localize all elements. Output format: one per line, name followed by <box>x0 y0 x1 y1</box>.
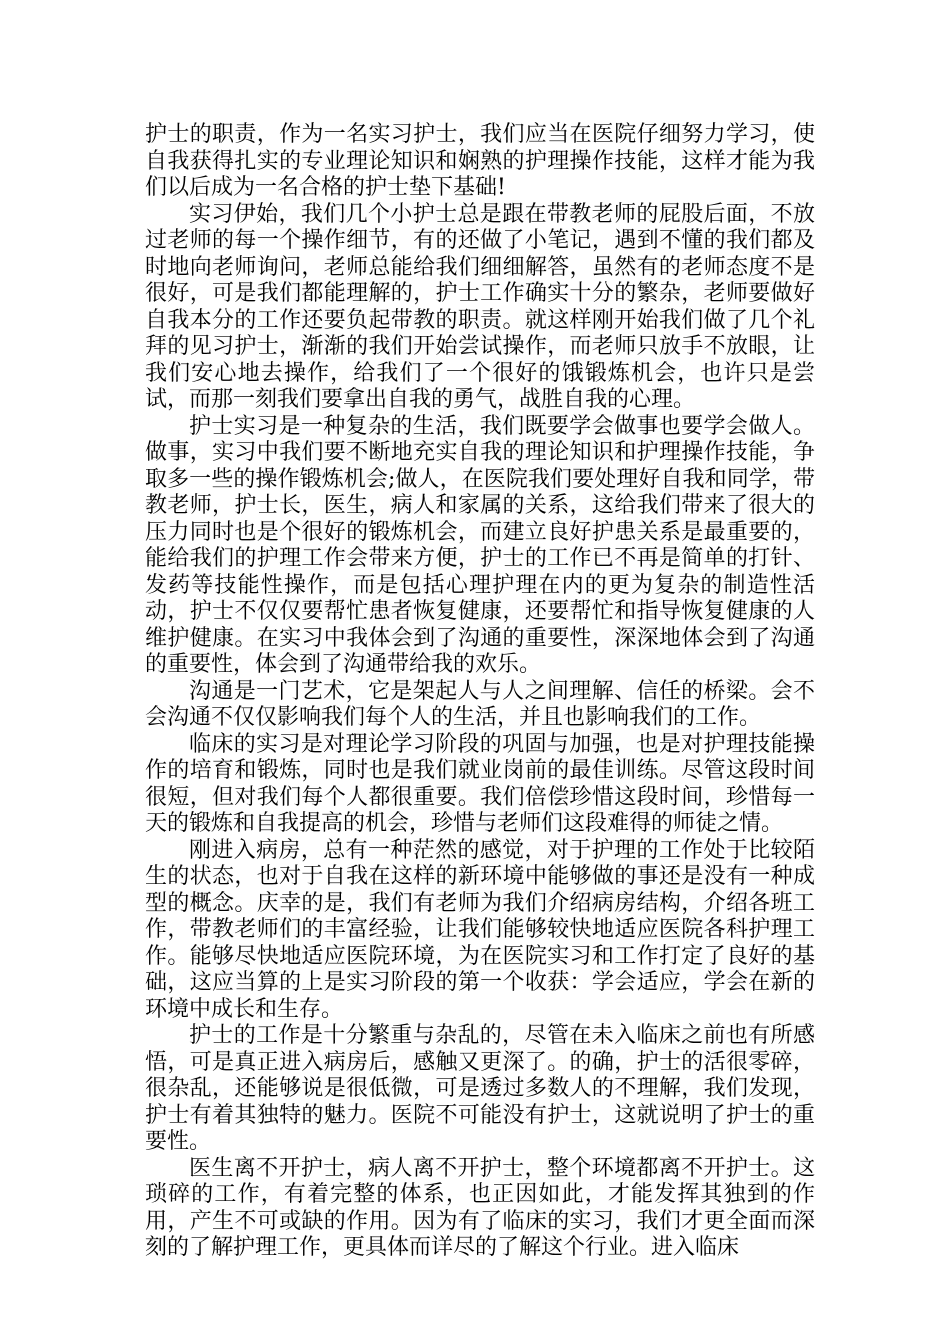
paragraph-6: 刚进入病房，总有一种茫然的感觉，对于护理的工作处于比较陌生的状态，也对于自我在这样的新环境中能够做的事还是没有一种成型的概念。庆幸的是，我们有老师为我们介绍病房结构，介绍各班工作，带教老师们的丰富经验，让我们能够较快地适应医院各科护理工作。能够尽快地适应医院环境，为在医院实习和工作打定了良好的基础，这应当算的上是实习阶段的第一个收获：学会适应，学会在新的环境中成长和生存。 <box>145 837 815 1022</box>
document-body <box>145 122 815 1262</box>
paragraph-1: 护士的职责，作为一名实习护士，我们应当在医院仔细努力学习，使自我获得扎实的专业理论知识和娴熟的护理操作技能，这样才能为我们以后成为一名合格的护士垫下基础! <box>145 122 815 200</box>
paragraph-3: 护士实习是一种复杂的生活，我们既要学会做事也要学会做人。做事，实习中我们要不断地充实自我的理论知识和护理操作技能，争取多一些的操作锻炼机会;做人，在医院我们要处理好自我和同学，带教老师，护士长，医生，病人和家属的关系，这给我们带来了很大的压力同时也是个很好的锻炼机会，而建立良好护患关系是最重要的，能给我们的护理工作会带来方便，护士的工作已不再是简单的打针、发药等技能性操作，而是包括心理护理在内的更为复杂的制造性活动，护士不仅仅要帮忙患者恢复健康，还要帮忙和指导恢复健康的人维护健康。在实习中我体会到了沟通的重要性，深深地体会到了沟通的重要性，体会到了沟通带给我的欢乐。 <box>145 413 815 677</box>
paragraph-2: 实习伊始，我们几个小护士总是跟在带教老师的屁股后面，不放过老师的每一个操作细节，有的还做了小笔记，遇到不懂的我们都及时地向老师询问，老师总能给我们细细解答，虽然有的老师态度不是很好，可是我们都能理解的，护士工作确实十分的繁杂，老师要做好自我本分的工作还要负起带教的职责。就这样刚开始我们做了几个礼拜的见习护士，渐渐的我们开始尝试操作，而老师只放手不放眼，让我们安心地去操作，给我们了一个很好的饿锻炼机会，也许只是尝试，而那一刻我们要拿出自我的勇气，战胜自我的心理。 <box>145 201 815 412</box>
paragraph-4: 沟通是一门艺术，它是架起人与人之间理解、信任的桥梁。会不会沟通不仅仅影响我们每个人的生活，并且也影响我们的工作。 <box>145 678 815 730</box>
paragraph-8: 医生离不开护士，病人离不开护士，整个环境都离不开护士。这琐碎的工作，有着完整的体系，也正因如此，才能发挥其独到的作用，产生不可或缺的作用。因为有了临床的实习，我们才更全面而深刻的了解护理工作，更具体而详尽的了解这个行业。进入临床 <box>145 1155 815 1260</box>
paragraph-5: 临床的实习是对理论学习阶段的巩固与加强，也是对护理技能操作的培育和锻炼，同时也是我们就业岗前的最佳训练。尽管这段时间很短，但对我们每个人都很重要。我们倍偿珍惜这段时间，珍惜每一天的锻炼和自我提高的机会，珍惜与老师们这段难得的师徒之情。 <box>145 731 815 836</box>
paragraph-7: 护士的工作是十分繁重与杂乱的，尽管在未入临床之前也有所感悟，可是真正进入病房后，感触又更深了。的确，护士的活很零碎，很杂乱，还能够说是很低微，可是透过多数人的不理解，我们发现，护士有着其独特的魅力。医院不可能没有护士，这就说明了护士的重要性。 <box>145 1023 815 1154</box>
